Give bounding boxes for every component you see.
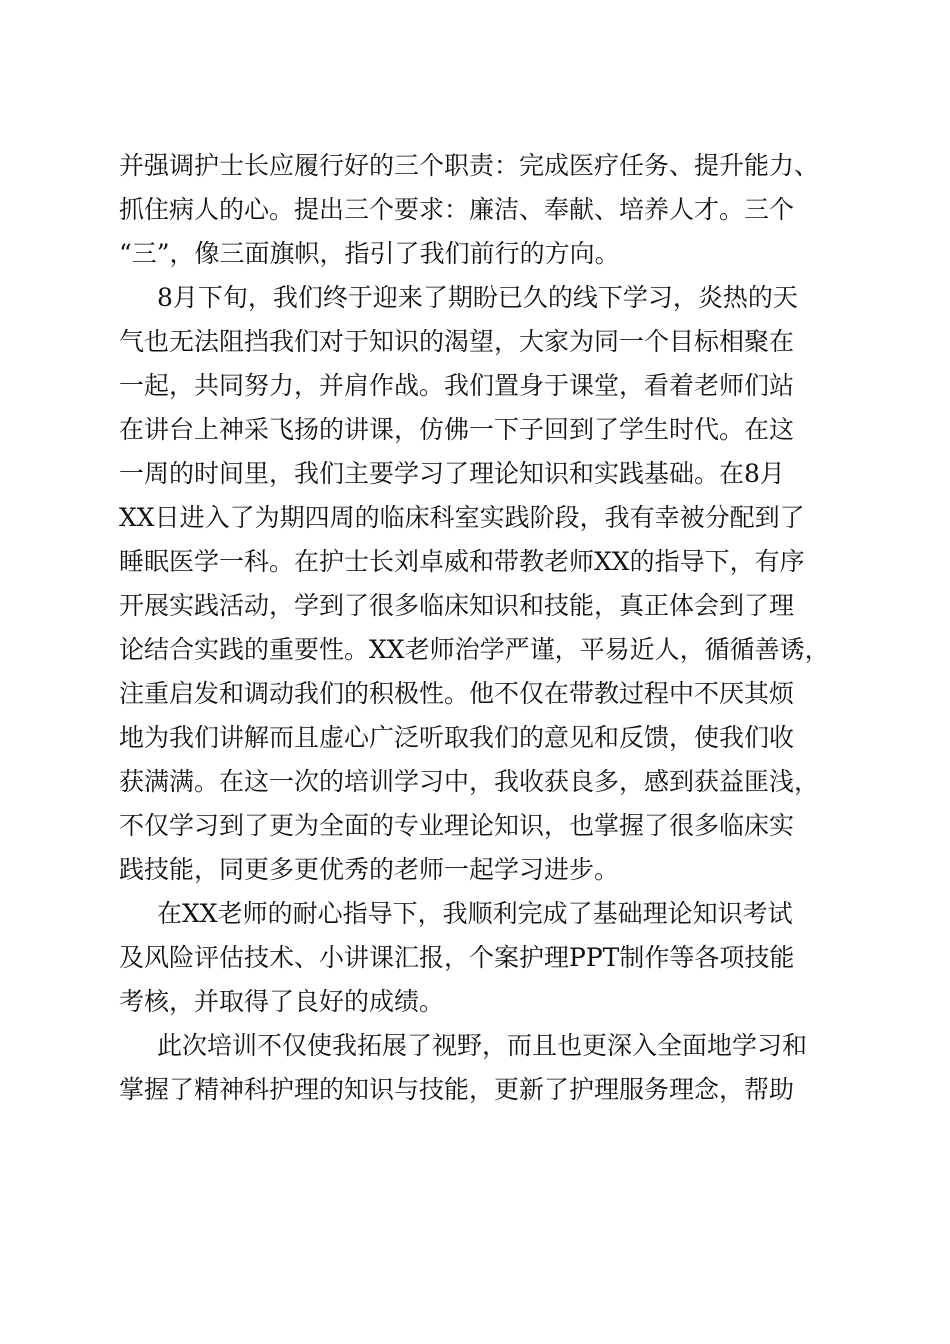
text-line: 并强调护士长应履行好的三个职责：完成医疗任务、提升能力、 xyxy=(119,151,820,180)
paragraph-first-line: 此次培训不仅使我拓展了视野，而且也更深入全面地学习和 xyxy=(157,1031,808,1060)
text-line: 抓住病人的心。提出三个要求：廉洁、奉献、培养人才。三个 xyxy=(119,195,795,224)
text-line: 及风险评估技术、小讲课汇报，个案护理PPT制作等各项技能 xyxy=(119,943,795,972)
text-line: 获满满。在这一次的培训学习中，我收获良多，感到获益匪浅， xyxy=(119,767,820,796)
paragraph-first-line: 在XX老师的耐心指导下，我顺利完成了基础理论知识考试 xyxy=(157,899,793,928)
text-line: 在讲台上神采飞扬的讲课，仿佛一下子回到了学生时代。在这 xyxy=(119,415,795,444)
text-line: 睡眠医学一科。在护士长刘卓威和带教老师XX的指导下，有序 xyxy=(119,547,805,576)
text-line: 开展实践活动，学到了很多临床知识和技能，真正体会到了理 xyxy=(119,591,795,620)
paragraph-first-line: 8月下旬，我们终于迎来了期盼已久的线下学习，炎热的天 xyxy=(157,283,798,312)
text-line: 一周的时间里，我们主要学习了理论知识和实践基础。在8月 xyxy=(119,459,785,488)
text-line: 气也无法阻挡我们对于知识的渴望，大家为同一个目标相聚在 xyxy=(119,327,795,356)
text-line: XX日进入了为期四周的临床科室实践阶段，我有幸被分配到了 xyxy=(119,503,805,532)
text-line: 地为我们讲解而且虚心广泛听取我们的意见和反馈，使我们收 xyxy=(119,723,795,752)
text-line: 掌握了精神科护理的知识与技能，更新了护理服务理念，帮助 xyxy=(119,1075,795,1104)
text-line: 践技能，同更多更优秀的老师一起学习进步。 xyxy=(119,855,620,884)
text-line: 一起，共同努力，并肩作战。我们置身于课堂，看着老师们站 xyxy=(119,371,795,400)
text-line: 论结合实践的重要性。XX老师治学严谨，平易近人，循循善诱， xyxy=(119,635,830,664)
text-line: 不仅学习到了更为全面的专业理论知识，也掌握了很多临床实 xyxy=(119,811,795,840)
text-line: 考核，并取得了良好的成绩。 xyxy=(119,987,445,1016)
text-line: 注重启发和调动我们的积极性。他不仅在带教过程中不厌其烦 xyxy=(119,679,795,708)
text-line: “三”，像三面旗帜，指引了我们前行的方向。 xyxy=(119,239,620,268)
